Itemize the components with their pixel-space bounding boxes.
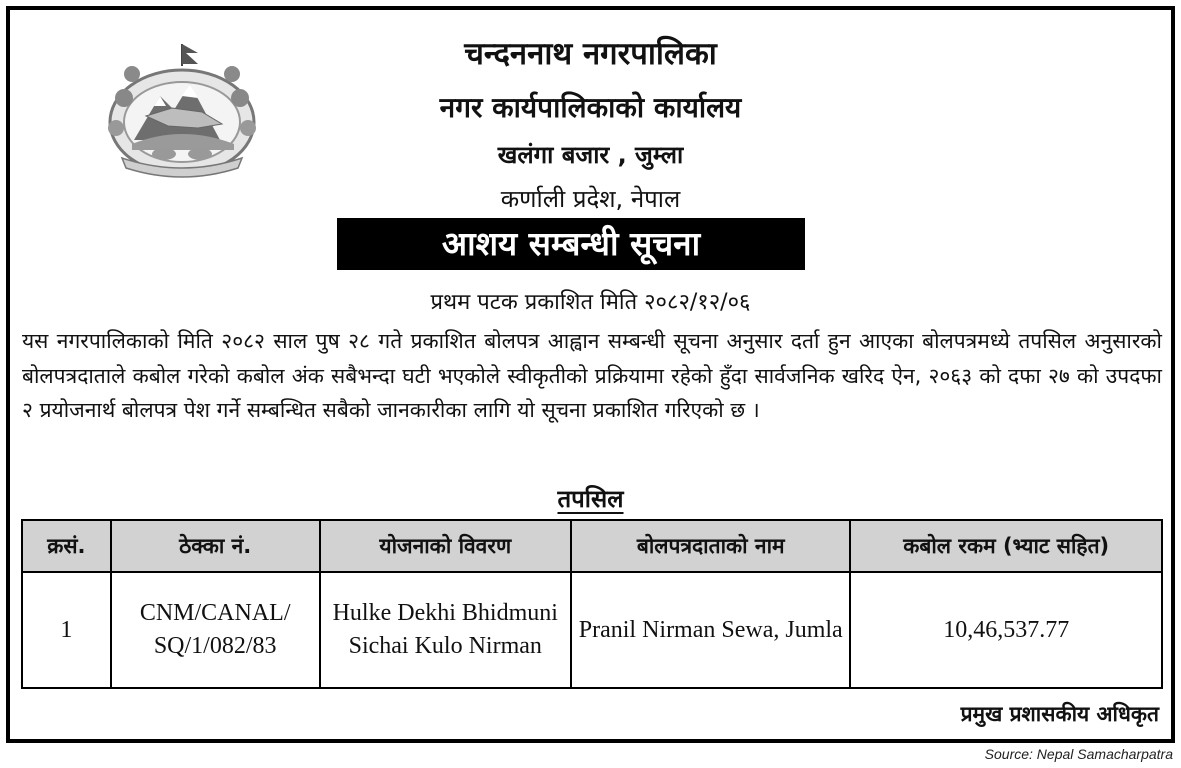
notice-body: यस नगरपालिकाको मिति २०८२ साल पुष २८ गते प्रकाशित बोलपत्र आह्वान सम्बन्धी सूचना अनुसार दर्ता हुन आएका बोलपत्रमध्ये तपसिल अनुसारको बोलपत्रदाताले कबोल गरेको कबोल अंक सबैभन्दा घटी भएकोले स्वीकृतीको प्रक्रियामा रहेको हुँदा सार्वजनिक खरिद ऐन, २०६३ को दफा २७ को उपदफा २ प्रयोजनार्थ बोलपत्र पेश गर्ने सम्बन्धित सबैको जानकारीका लागि यो सूचना प्रकाशित गरिएको छ ।	[22, 329, 1162, 422]
notice-frame	[6, 6, 1175, 743]
bid-table	[21, 519, 1163, 689]
header-sn: क्रसं.	[22, 520, 111, 572]
notice-title: आशय सम्बन्धी सूचना	[337, 218, 805, 270]
source-credit: Source: Nepal Samacharpatra	[984, 746, 1173, 762]
table-header-row	[22, 520, 1162, 572]
office-location: खलंगा बजार , जुम्ला	[497, 141, 684, 169]
cell-project: Hulke Dekhi Bhidmuni Sichai Kulo Nirman	[320, 572, 571, 688]
municipality-name: चन्दननाथ नगरपालिका	[464, 36, 717, 72]
header-project: योजनाको विवरण	[320, 520, 571, 572]
table-row	[22, 572, 1162, 688]
section-title-text: तपसिल	[557, 485, 624, 513]
header-amount: कबोल रकम (भ्याट सहित)	[850, 520, 1162, 572]
cell-bidder: Pranil Nirman Sewa, Jumla	[571, 572, 850, 688]
cell-contract-no: CNM/CANAL/ SQ/1/082/83	[111, 572, 320, 688]
header-bidder: बोलपत्रदाताको नाम	[571, 520, 850, 572]
signatory-title: प्रमुख प्रशासकीय अधिकृत	[960, 702, 1159, 726]
publication-date: प्रथम पटक प्रकाशित मिति २०८२/१२/०६	[430, 290, 751, 315]
office-name: नगर कार्यपालिकाको कार्यालय	[439, 91, 742, 124]
header-contract-no: ठेक्का नं.	[111, 520, 320, 572]
province-country: कर्णाली प्रदेश, नेपाल	[500, 185, 681, 213]
cell-sn: 1	[22, 572, 111, 688]
section-title	[10, 482, 1171, 515]
cell-amount: 10,46,537.77	[850, 572, 1162, 688]
